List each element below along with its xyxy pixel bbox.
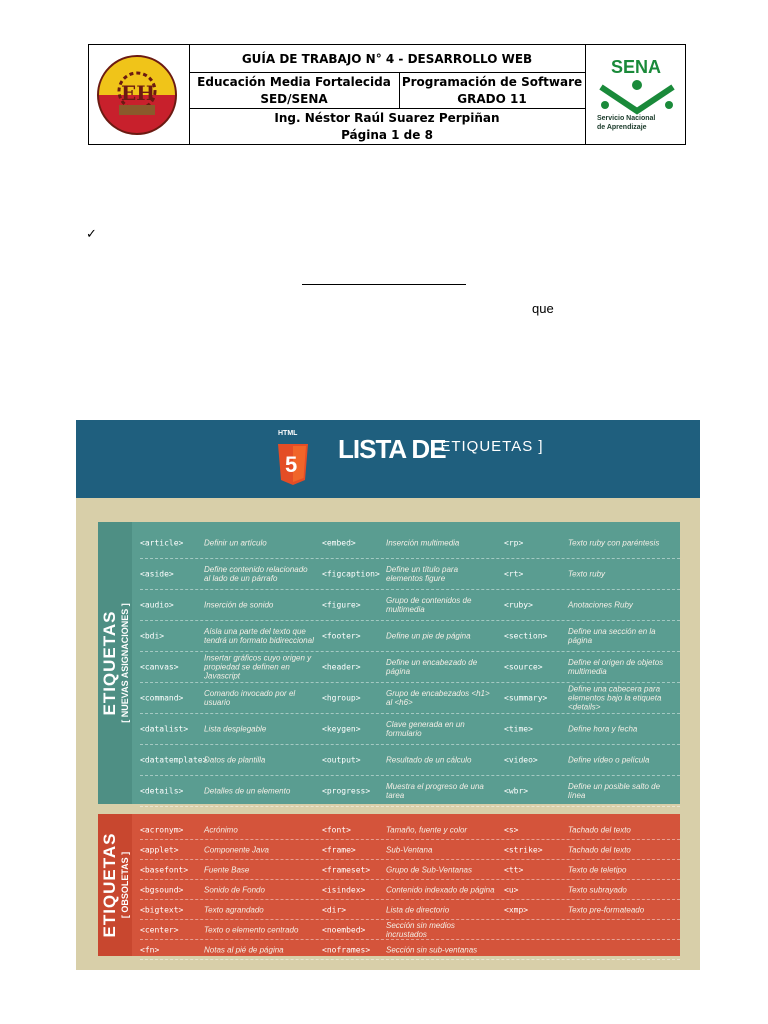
tag-description: Define contenido relacionado al lado de un párrafo xyxy=(204,565,308,583)
tag-description: Define vídeo o película xyxy=(568,755,650,765)
tag-name: <bdi> xyxy=(140,631,165,641)
tag-description: Define un encabezado de página xyxy=(386,658,478,676)
tag-row xyxy=(140,940,680,960)
tag-description: Definir un artículo xyxy=(204,538,267,548)
program-left-line1: Educación Media Fortalecida xyxy=(197,75,391,89)
sena-logo xyxy=(593,51,681,139)
tag-name: <isindex> xyxy=(322,885,366,894)
tag-name: <output> xyxy=(322,755,361,765)
tag-description: Tachado del texto xyxy=(568,825,631,834)
tag-description: Muestra el progreso de una tarea xyxy=(386,782,484,800)
tag-name: <time> xyxy=(504,724,533,734)
sena-emblem-icon xyxy=(593,77,681,117)
tag-description: Texto ruby con paréntesis xyxy=(568,538,660,548)
tag-name: <xmp> xyxy=(504,905,529,914)
tag-name: <source> xyxy=(504,662,543,672)
obsolete-tags-panel xyxy=(98,814,680,956)
tag-description: Texto ruby xyxy=(568,569,606,579)
tag-name: <video> xyxy=(504,755,538,765)
tag-description: Texto pre-formateado xyxy=(568,905,645,914)
tag-row xyxy=(140,920,680,940)
tag-name: <canvas> xyxy=(140,662,179,672)
tag-name: <details> xyxy=(140,786,184,796)
sena-sub1: Servicio Nacional xyxy=(597,115,656,122)
tag-description: Define un posible salto de línea xyxy=(568,782,661,800)
html5-tags-infographic xyxy=(76,420,700,970)
tag-description: Define un título para elementos figure xyxy=(386,565,459,583)
new-tags-label: ETIQUETAS xyxy=(100,610,119,716)
new-tags-sidebar xyxy=(98,522,132,804)
tag-description: Define una sección en la página xyxy=(568,627,656,645)
tag-row xyxy=(140,820,680,840)
tag-name: <bigtext> xyxy=(140,905,184,914)
tag-description: Tachado del texto xyxy=(568,845,631,854)
tag-description: Notas al pié de página xyxy=(204,945,284,954)
tag-name: <keygen> xyxy=(322,724,361,734)
tag-description: Comando invocado por el usuario xyxy=(204,689,296,707)
school-logo-text: EH xyxy=(121,81,156,105)
obsolete-tags-sublabel: [ OBSOLETAS ] xyxy=(120,851,130,919)
tag-row xyxy=(140,900,680,920)
tag-description: Resultado de un cálculo xyxy=(386,755,472,765)
tag-name: <header> xyxy=(322,662,361,672)
new-tags-panel xyxy=(98,522,680,804)
tag-name: <datalist> xyxy=(140,724,189,734)
new-tags-rows xyxy=(140,528,680,807)
tag-name: <frame> xyxy=(322,845,356,854)
tag-name: <article> xyxy=(140,538,184,548)
tag-description: Acrónimo xyxy=(204,825,238,834)
new-tags-sublabel: [ NUEVAS ASIGNACIONES ] xyxy=(120,603,130,723)
tag-name: <section> xyxy=(504,631,548,641)
tag-name: <footer> xyxy=(322,631,361,641)
tag-description: Texto de teletipo xyxy=(568,865,627,874)
document-header xyxy=(88,44,686,145)
tag-description: Datos de plantilla xyxy=(204,755,266,765)
teacher-name: Ing. Néstor Raúl Suarez Perpiñan xyxy=(274,111,500,125)
obsolete-tags-sidebar xyxy=(98,814,132,956)
tag-row xyxy=(140,528,680,559)
program-right-line1: Programación de Software xyxy=(401,75,583,89)
tag-description: Define hora y fecha xyxy=(568,724,638,734)
tag-name: <strike> xyxy=(504,845,543,854)
tag-name: <dir> xyxy=(322,905,347,914)
obsolete-tags-rows xyxy=(140,820,680,960)
tag-name: <aside> xyxy=(140,569,174,579)
tag-row xyxy=(140,745,680,776)
tag-description: Insertar gráficos cuyo origen y propiedad se definen en Javascript xyxy=(204,653,312,681)
tag-name: <frameset> xyxy=(322,865,371,874)
underline-rule xyxy=(302,284,466,285)
tag-name: <figcaption> xyxy=(322,569,380,579)
html-badge: HTML xyxy=(278,430,298,437)
tag-name: <u> xyxy=(504,885,519,894)
tag-description: Grupo de contenidos de multimedia xyxy=(386,596,472,614)
tag-description: Define un pie de página xyxy=(386,631,471,641)
tag-row xyxy=(140,559,680,590)
infographic-subtitle: [ ETIQUETAS ] xyxy=(430,438,544,455)
infographic-banner xyxy=(76,420,700,498)
tag-name: <center> xyxy=(140,925,179,934)
tag-name: <acronym> xyxy=(140,825,184,834)
tag-description: Inserción multimedia xyxy=(386,538,460,548)
tag-name: <command> xyxy=(140,693,184,703)
tag-description: Clave generada en un formulario xyxy=(386,720,465,738)
tag-description: Texto o elemento centrado xyxy=(204,925,299,934)
tag-description: Define una cabecera para elementos bajo la etiqueta <details> xyxy=(568,684,662,712)
infographic-title: LISTA DE xyxy=(338,434,446,464)
sena-sub2: de Aprendizaje xyxy=(597,124,647,131)
tag-name: <datatemplate> xyxy=(140,755,208,765)
checkmark-icon: ✓ xyxy=(86,226,97,241)
tag-row xyxy=(140,840,680,860)
tag-description: Sub-Ventana xyxy=(386,845,433,854)
tag-row xyxy=(140,776,680,807)
tag-description: Fuente Base xyxy=(204,865,250,874)
tag-description: Sección sin sub-ventanas xyxy=(386,945,478,954)
school-logo xyxy=(95,51,179,139)
html-number: 5 xyxy=(285,452,298,477)
tag-name: <bgsound> xyxy=(140,885,184,894)
tag-name: <figure> xyxy=(322,600,361,610)
tag-description: Grupo de Sub-Ventanas xyxy=(386,865,472,874)
tag-name: <progress> xyxy=(322,786,371,796)
tag-row xyxy=(140,714,680,745)
sena-logo-text: SENA xyxy=(611,57,662,77)
tag-name: <basefont> xyxy=(140,865,189,874)
tag-name: <embed> xyxy=(322,538,356,548)
tag-description: Aísla una parte del texto que tendrá un formato bidireccional xyxy=(204,627,314,645)
tag-description: Grupo de encabezados <h1> al <h6> xyxy=(386,689,490,707)
page-number: Página 1 de 8 xyxy=(341,128,433,142)
tag-name: <summary> xyxy=(504,693,548,703)
tag-description: Sonido de Fondo xyxy=(204,885,265,894)
tag-description: Contenido indexado de página xyxy=(386,885,495,894)
tag-row xyxy=(140,652,680,683)
tag-description: Detalles de un elemento xyxy=(204,786,291,796)
tag-description: Componente Java xyxy=(204,845,269,854)
tag-name: <ruby> xyxy=(504,600,533,610)
guide-title: GUÍA DE TRABAJO N° 4 - DESARROLLO WEB xyxy=(241,52,533,66)
tag-name: <wbr> xyxy=(504,786,529,796)
tag-name: <noframes> xyxy=(322,945,371,954)
tag-name: <hgroup> xyxy=(322,693,361,703)
tag-description: Tamaño, fuente y color xyxy=(386,825,468,834)
tag-description: Inserción de sonido xyxy=(204,600,274,610)
tag-row xyxy=(140,590,680,621)
tag-description: Texto subrayado xyxy=(568,885,627,894)
program-right-line2: GRADO 11 xyxy=(457,92,527,106)
tag-name: <applet> xyxy=(140,845,179,854)
tag-name: <rp> xyxy=(504,538,524,548)
tag-row xyxy=(140,880,680,900)
tag-name: <fn> xyxy=(140,945,160,954)
tag-name: <font> xyxy=(322,825,351,834)
tag-description: Sección sin medios incrustados xyxy=(386,920,455,939)
tag-row xyxy=(140,683,680,714)
obsolete-tags-label: ETIQUETAS xyxy=(100,832,119,938)
tag-description: Lista desplegable xyxy=(204,724,267,734)
tag-name: <s> xyxy=(504,825,519,834)
tag-name: <noembed> xyxy=(322,925,366,934)
tag-row xyxy=(140,860,680,880)
tag-name: <audio> xyxy=(140,600,174,610)
tag-description: Texto agrandado xyxy=(204,905,264,914)
word-que: que xyxy=(532,301,554,316)
tag-name: <tt> xyxy=(504,865,524,874)
tag-name: <rt> xyxy=(504,569,524,579)
program-left-line2: SED/SENA xyxy=(260,92,328,106)
tag-description: Anotaciones Ruby xyxy=(568,600,633,610)
tag-description: Define el origen de objetos multimedia xyxy=(568,658,664,676)
tag-row xyxy=(140,621,680,652)
tag-description: Lista de directorio xyxy=(386,905,450,914)
